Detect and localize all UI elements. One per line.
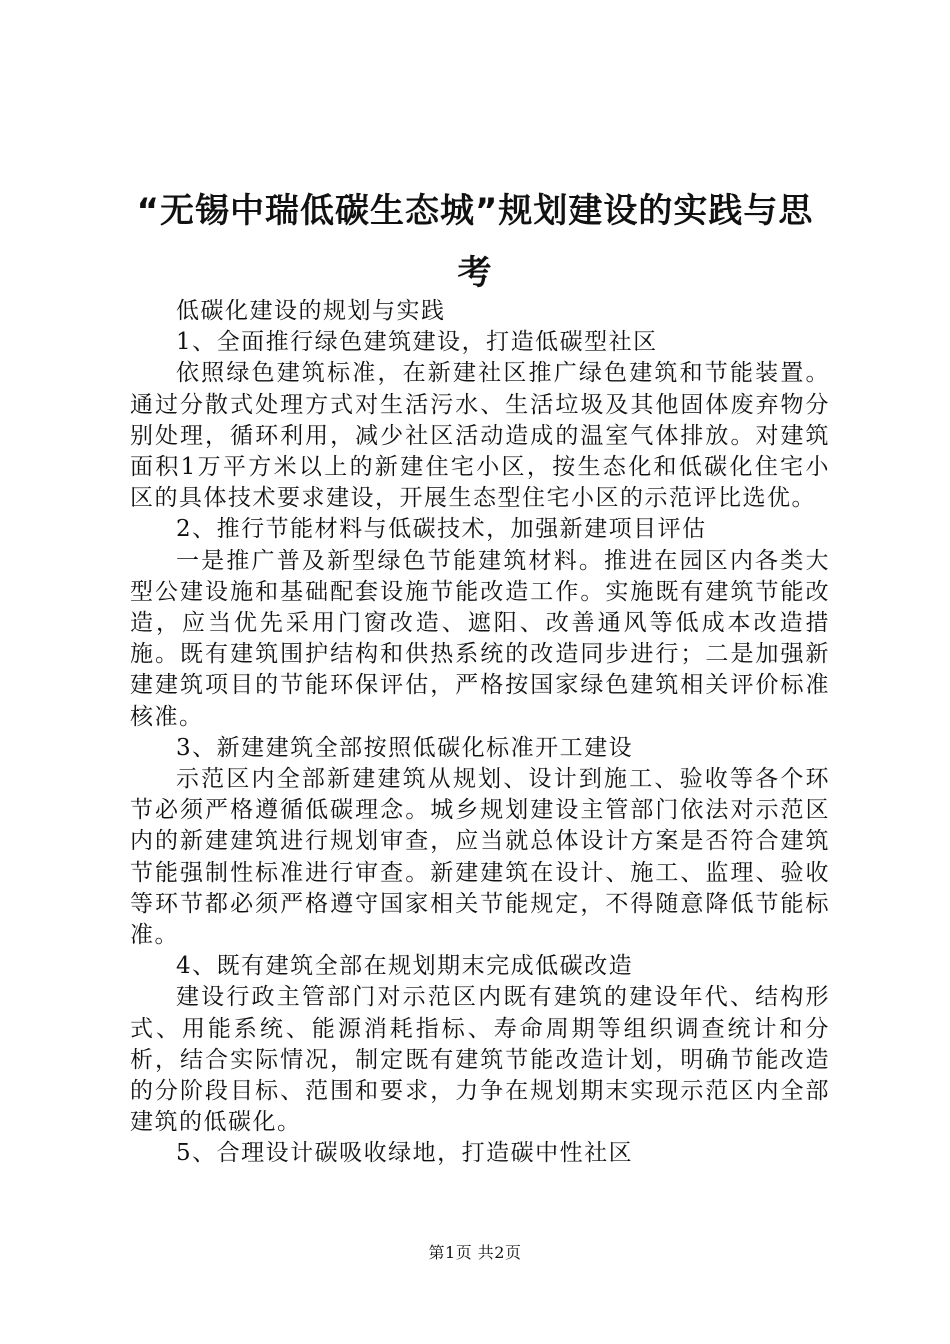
paragraph-item-1-heading: 1、全面推行绿色建筑建设，打造低碳型社区	[176, 329, 658, 356]
paragraph-item-4-heading: 4、既有建筑全部在规划期末完成低碳改造	[176, 953, 634, 980]
paragraph-item-2-text: 一是推广普及新型绿色节能建筑材料。推进在园区内各类大型公建设施和基础配套设施节能改造工作。实施既有建筑节能改造，应当优先采用门窗改造、遮阳、改善通风等低成本改造措施。既有建筑围护结构和供热系统的改造同步进行；二是加强新建建筑项目的节能环保评估，严格按国家绿色建筑相关评价标准核准。	[130, 547, 830, 730]
document-body	[130, 296, 830, 1170]
paragraph-item-3-heading: 3、新建建筑全部按照低碳化标准开工建设	[176, 734, 634, 761]
paragraph-item-4-text: 建设行政主管部门对示范区内既有建筑的建设年代、结构形式、用能系统、能源消耗指标、寿命周期等组织调查统计和分析，结合实际情况，制定既有建筑节能改造计划，明确节能改造的分阶段目标、范围和要求，力争在规划期末实现示范区内全部建筑的低碳化。	[130, 984, 830, 1136]
document-title: “无锡中瑞低碳生态城”规划建设的实践与思考	[136, 191, 814, 293]
paragraph-item-3-text: 示范区内全部新建建筑从规划、设计到施工、验收等各个环节必须严格遵循低碳理念。城乡规划建设主管部门依法对示范区内的新建建筑进行规划审查，应当就总体设计方案是否符合建筑节能强制性标准进行审查。新建建筑在设计、施工、监理、验收等环节都必须严格遵守国家相关节能规定，不得随意降低节能标准。	[130, 766, 830, 949]
page-number-footer: 第1页 共2页	[428, 1243, 522, 1262]
paragraph-item-5-heading: 5、合理设计碳吸收绿地，打造碳中性社区	[176, 1140, 634, 1167]
paragraph-item-1-text: 依照绿色建筑标准，在新建社区推广绿色建筑和节能装置。通过分散式处理方式对生活污水、生活垃圾及其他固体废弃物分别处理，循环利用，减少社区活动造成的温室气体排放。对建筑面积1万平方米以上的新建住宅小区，按生态化和低碳化住宅小区的具体技术要求建设，开展生态型住宅小区的示范评比选优。	[130, 360, 830, 512]
paragraph-item-2-heading: 2、推行节能材料与低碳技术，加强新建项目评估	[176, 516, 707, 543]
paragraph-section-heading: 低碳化建设的规划与实践	[176, 298, 446, 324]
